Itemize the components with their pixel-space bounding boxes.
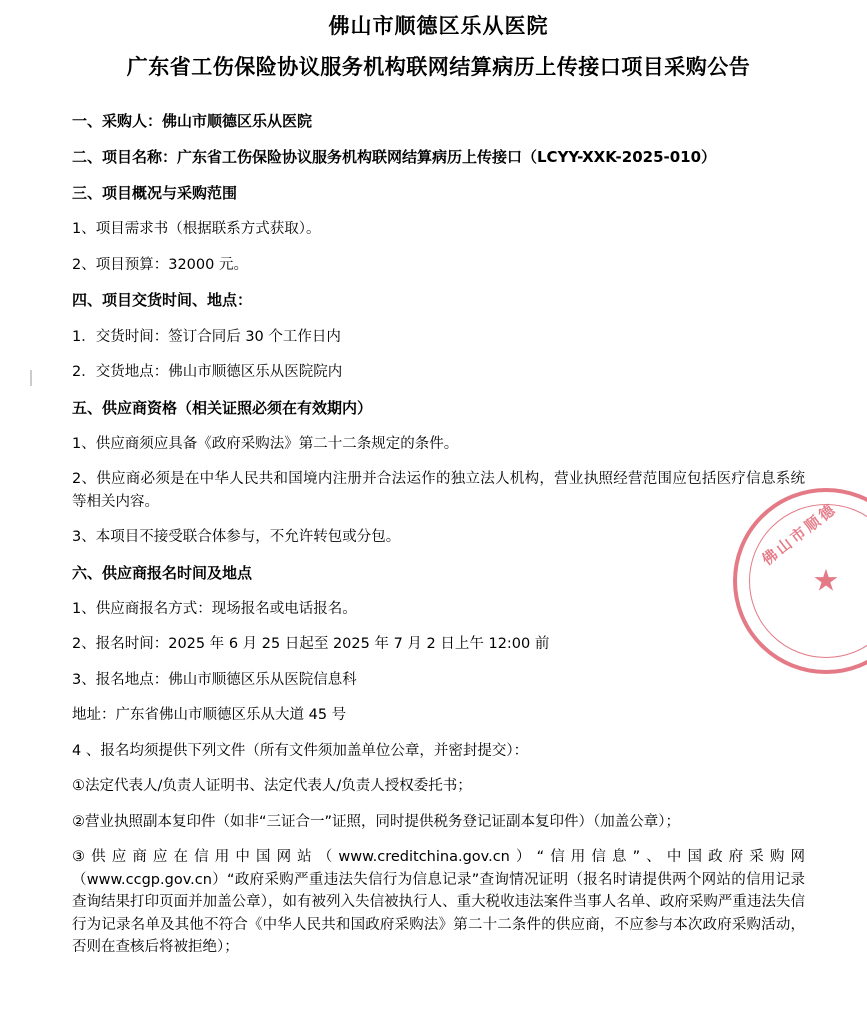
section-buyer: 一、采购人：佛山市顺德区乐从医院 xyxy=(72,111,313,130)
seal-text: 佛山市顺德 xyxy=(758,499,841,569)
section-qualification-heading: 五、供应商资格（相关证照必须在有效期内） xyxy=(72,398,373,417)
section-qualification-item-2: 2、供应商必须是在中华人民共和国境内注册并合法运作的独立法人机构，营业执照经营范围应包括医疗信息系统等相关内容。 xyxy=(72,471,805,510)
section-documents-intro: 4 、报名均须提供下列文件（所有文件须加盖单位公章，并密封提交）： xyxy=(72,742,529,759)
section-overview-heading: 三、项目概况与采购范围 xyxy=(72,184,238,203)
section-project-name: 二、项目名称：广东省工伤保险协议服务机构联网结算病历上传接口（LCYY-XXK-2025-010） xyxy=(72,147,717,166)
section-documents-item-2: ②营业执照副本复印件（如非“三证合一”证照，同时提供税务登记证副本复印件）（加盖公章）； xyxy=(72,813,681,830)
section-delivery-heading: 四、项目交货时间、地点： xyxy=(72,291,253,310)
section-overview-item-2: 2、项目预算：32000 元。 xyxy=(72,256,248,273)
section-registration-item-2: 2、报名时间：2025 年 6 月 25 日起至 2025 年 7 月 2 日上午 12:00 前 xyxy=(72,636,550,653)
section-registration-heading: 六、供应商报名时间及地点 xyxy=(72,563,253,582)
page-title-organization: 佛山市顺德区乐从医院 xyxy=(328,13,549,38)
section-delivery-item-1: 1．交货时间：签订合同后 30 个工作日内 xyxy=(72,328,341,345)
section-delivery-item-2: 2．交货地点：佛山市顺德区乐从医院院内 xyxy=(72,364,343,381)
section-documents-item-3: ③供应商应在信用中国网站（www.creditchina.gov.cn）“信用信息”、中国政府采购网（www.ccgp.gov.cn）“政府采购严重违法失信行为信息记录”查询情况证明（报名时请提供两个网站的信用记录查询结果打印页面并加盖公章），如有被列入失信被执行人、重大税收违法案件当事人名单、政府采购严重违法失信行为记录名单及其他不符合《中华人民共和国政府采购法》第二十二条件的供应商，不应参与本次政府采购活动，否则在查核后将被拒绝）； xyxy=(72,849,805,956)
document-body xyxy=(72,110,805,959)
section-registration-item-1: 1、供应商报名方式：现场报名或电话报名。 xyxy=(72,600,357,617)
section-registration-item-3: 3、报名地点：佛山市顺德区乐从医院信息科 xyxy=(72,671,357,688)
page-title-main: 广东省工伤保险协议服务机构联网结算病历上传接口项目采购公告 xyxy=(126,54,751,80)
section-qualification-item-3: 3、本项目不接受联合体参与，不允许转包或分包。 xyxy=(72,529,401,546)
page-edge-mark xyxy=(30,370,32,386)
section-address: 地址：广东省佛山市顺德区乐从大道 45 号 xyxy=(72,707,347,724)
seal-star-icon: ★ xyxy=(812,563,840,599)
section-overview-item-1: 1、项目需求书（根据联系方式获取）。 xyxy=(72,221,321,238)
section-documents-item-1: ①法定代表人/负责人证明书、法定代表人/负责人授权委托书； xyxy=(72,778,472,795)
section-qualification-item-1: 1、供应商须应具备《政府采购法》第二十二条规定的条件。 xyxy=(72,435,459,452)
